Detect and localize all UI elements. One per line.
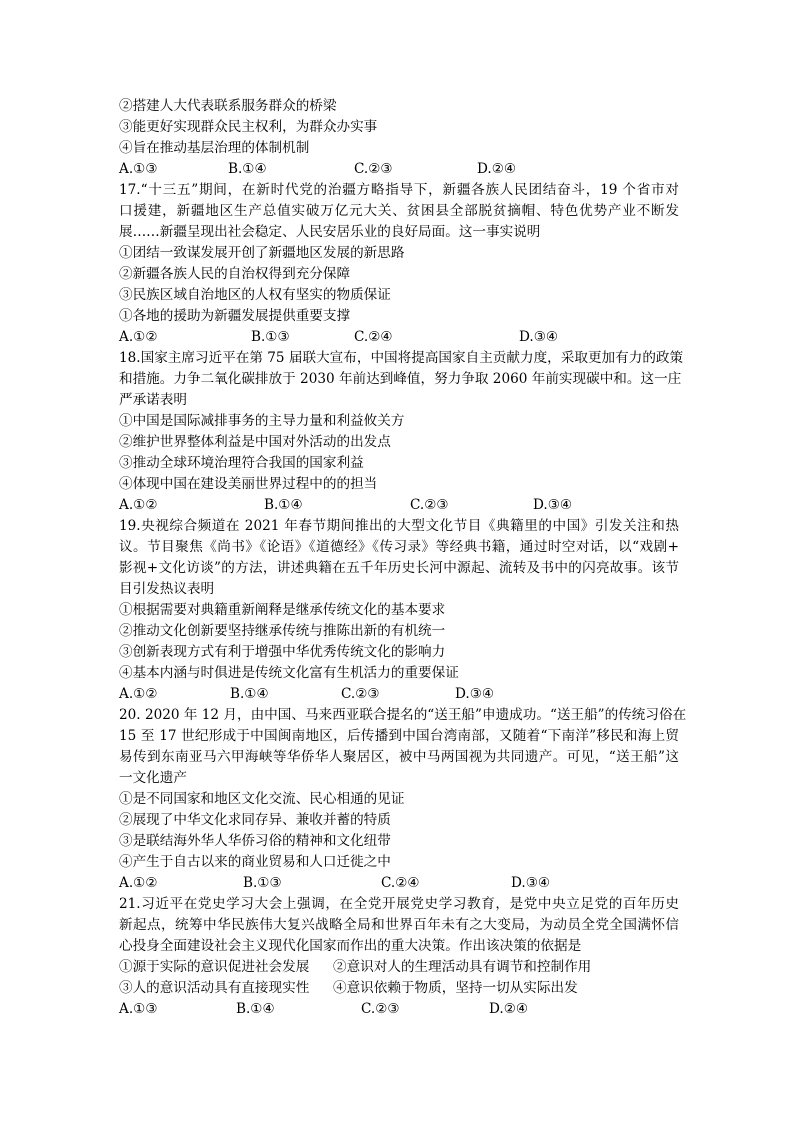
q21-statement-4: ④意识依赖于物质，坚持一切从实际出发: [333, 980, 578, 996]
q16-options: [119, 159, 679, 180]
q21-stem-line: 21.习近平在党史学习大会上强调，在全党开展党史学习教育，是党中央立足党的百年历史: [119, 896, 679, 912]
q20-statement-2: ②展现了中华文化求同存异、兼收并蓄的特质: [119, 812, 391, 828]
q17-option-c: C.②④: [354, 329, 393, 345]
q16-option-d: D.②④: [477, 161, 517, 177]
q20-option-c: C.②④: [381, 875, 420, 891]
q19-stem-line: 影视+文化访谈”的方法，讲述典籍在五千年历史长河中源起、流转及书中的闪亮故事。该节: [119, 560, 679, 576]
q20-statement-1: ①是不同国家和地区文化交流、民心相通的见证: [119, 791, 405, 807]
q20-stem-line: 20. 2020 年 12 月，由中国、马来西亚联合提名的“送王船”申遗成功。“送王船”的传统习俗在: [119, 707, 687, 723]
q18-stem-line: 严承诺表明: [119, 392, 187, 408]
q18-statement-4: ④体现中国在建设美丽世界过程中的的担当: [119, 476, 378, 492]
q21-option-a: A.①③: [119, 1001, 158, 1017]
q19-statement-4: ④基本内涵与时俱进是传统文化富有生机活力的重要保证: [119, 665, 459, 681]
q19-option-c: C.②③: [341, 686, 380, 702]
q21-statements-row-2: [119, 978, 679, 999]
q19-statement-3: ③创新表现方式有利于增强中华优秀传统文化的影响力: [119, 644, 446, 660]
q18-stem-line: 和措施。力争二氧化碳排放于 2030 年前达到峰值，努力争取 2060 年前实现碳中和。这一庄: [119, 371, 682, 387]
q16-statement-3: ③能更好实现群众民主权利，为群众办实事: [119, 119, 378, 135]
q17-options: [119, 327, 679, 348]
q21-statement-3: ③人的意识活动具有直接现实性: [119, 980, 310, 996]
q17-statement-2: ②新疆各族人民的自治权得到充分保障: [119, 266, 351, 282]
q17-statement-1: ①团结一致谋发展开创了新疆地区发展的新思路: [119, 245, 405, 261]
q20-stem-line: 15 至 17 世纪形成于中国闽南地区，后传播到中国台湾南部，又随着“下南洋”移民和海上贸: [119, 728, 679, 744]
q18-stem-line: 18.国家主席习近平在第 75 届联大宣布，中国将提高国家自主贡献力度，采取更加有力的政策: [119, 350, 684, 366]
q19-option-d: D.③④: [455, 686, 495, 702]
q16-option-a: A.①③: [119, 161, 158, 177]
q21-stem-line: 新起点，统筹中华民族伟大复兴战略全局和世界百年未有之大变局，为动员全党全国满怀信: [119, 917, 679, 933]
q19-statement-2: ②推动文化创新要坚持继承传统与推陈出新的有机统一: [119, 623, 446, 639]
q18-statement-3: ③推动全球环境治理符合我国的国家利益: [119, 455, 364, 471]
q20-option-d: D.③④: [511, 875, 551, 891]
q16-statement-4: ④旨在推动基层治理的体制机制: [119, 140, 310, 156]
q19-stem-line: 19.央视综合频道在 2021 年春节期间推出的大型文化节目《典籍里的中国》引发关注和热: [119, 518, 679, 534]
q17-statement-4: ①各地的援助为新疆发展提供重要支撑: [119, 308, 351, 324]
q19-options: [119, 684, 679, 705]
q18-statement-1: ①中国是国际减排事务的主导力量和利益攸关方: [119, 413, 405, 429]
q17-option-a: A.①②: [119, 329, 158, 345]
q16-statement-2: ②搭建人大代表联系服务群众的桥梁: [119, 98, 337, 114]
q20-statement-3: ③是联结海外华人华侨习俗的精神和文化纽带: [119, 833, 391, 849]
q18-option-a: A.①②: [119, 497, 158, 513]
q21-option-d: D.②④: [489, 1001, 529, 1017]
q16-option-c: C.②③: [354, 161, 393, 177]
q18-options: [119, 495, 679, 516]
q21-stem-line: 心投身全面建设社会主义现代化国家而作出的重大决策。作出该决策的依据是: [119, 938, 582, 954]
q20-statement-4: ④产生于自古以来的商业贸易和人口迁徙之中: [119, 854, 391, 870]
q21-options: [119, 999, 679, 1020]
q17-option-d: D.③④: [519, 329, 559, 345]
q19-statement-1: ①根据需要对典籍重新阐释是继承传统文化的基本要求: [119, 602, 446, 618]
q20-stem-line: 一文化遗产: [119, 770, 187, 786]
q17-stem-line: 口援建，新疆地区生产总值实破万亿元大关、贫困县全部脱贫摘帽、特色优势产业不断发: [119, 203, 679, 219]
q20-option-b: B.①③: [243, 875, 282, 891]
q18-option-d: D.③④: [533, 497, 573, 513]
q21-statement-2: ②意识对人的生理活动具有调节和控制作用: [333, 959, 592, 975]
q21-option-b: B.①④: [236, 1001, 275, 1017]
q17-statement-3: ③民族区域自治地区的人权有坚实的物质保证: [119, 287, 391, 303]
q20-options: [119, 873, 679, 894]
q18-option-c: C.②③: [410, 497, 449, 513]
q17-option-b: B.①③: [251, 329, 290, 345]
q19-stem-line: 议。节目聚焦《尚书》《论语》《道德经》《传习录》等经典书籍，通过时空对话，以“戏剧+: [119, 539, 679, 555]
q18-statement-2: ②维护世界整体利益是中国对外活动的出发点: [119, 434, 391, 450]
q21-statements-row-1: [119, 957, 679, 978]
q20-option-a: A.①②: [119, 875, 158, 891]
q18-option-b: B.①④: [264, 497, 303, 513]
q19-option-a: A.①②: [119, 686, 158, 702]
q19-option-b: B.①④: [230, 686, 269, 702]
q16-option-b: B.①④: [228, 161, 267, 177]
q17-stem-line: 17.“十三五”期间，在新时代党的治疆方略指导下，新疆各族人民团结奋斗，19 个省市对: [119, 182, 679, 198]
q21-statement-1: ①源于实际的意识促进社会发展: [119, 959, 310, 975]
q19-stem-line: 目引发热议表明: [119, 581, 215, 597]
q21-option-c: C.②③: [361, 1001, 400, 1017]
q17-stem-line: 展……新疆呈现出社会稳定、人民安居乐业的良好局面。这一事实说明: [119, 224, 541, 240]
q20-stem-line: 易传到东南亚马六甲海峡等华侨华人聚居区，被中马两国视为共同遗产。可见，“送王船”这: [119, 749, 679, 765]
